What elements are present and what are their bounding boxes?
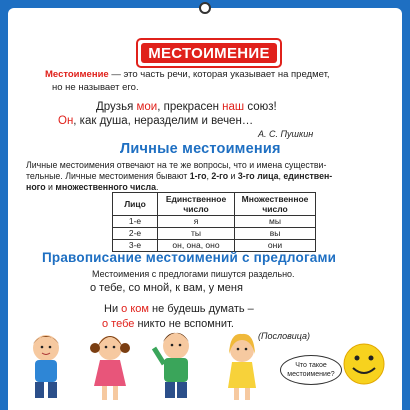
- pin-icon: [199, 2, 211, 14]
- table-cell: 2-е: [113, 228, 158, 240]
- table-cell: 3-е: [113, 240, 158, 252]
- table-cell: он, она, оно: [158, 240, 235, 252]
- text-bold: 3-го лица: [237, 171, 279, 181]
- poem-text: , прекрасен: [157, 101, 223, 113]
- text: тельные. Личные местоимения бывают: [26, 171, 190, 181]
- definition-line-1: [45, 69, 330, 81]
- girl-yellow-icon: [228, 334, 256, 400]
- section2-rule: Местоимения с предлогами пишутся раздельно.: [92, 269, 295, 279]
- text-bold: 2-го: [211, 171, 229, 181]
- definition-term: Местоимение: [45, 69, 109, 80]
- table-header-row: [113, 193, 316, 216]
- poem-text: союз!: [244, 101, 277, 113]
- question-bubble: Что такое местоимение?: [280, 355, 342, 385]
- poem-text: , как душа, неразделим и вечен…: [73, 115, 254, 127]
- page-title: МЕСТОИМЕНИЕ: [141, 43, 277, 63]
- text-bold: единствен-: [283, 171, 333, 181]
- text-bold: 1-го: [189, 171, 207, 181]
- table-cell: ты: [158, 228, 235, 240]
- text-bold: ного: [26, 182, 46, 192]
- poem-author: А. С. Пушкин: [258, 129, 314, 139]
- table-row: [113, 216, 316, 228]
- section2-examples: о тебе, со мной, к вам, у меня: [90, 282, 243, 294]
- title-badge: [136, 38, 282, 68]
- poem-pronoun: мои: [136, 101, 158, 113]
- section1-text-line-1: Личные местоимения отвечают на те же вопросы, что и имена существи-: [26, 160, 327, 170]
- proverb-line-1: [104, 302, 254, 317]
- definition-rest: — это часть речи, которая указывает на предмет,: [108, 69, 330, 80]
- text: и: [45, 182, 56, 192]
- smiley-icon: [344, 344, 384, 384]
- pronoun-highlight: о тебе: [102, 318, 135, 330]
- table-header: Множественное число: [235, 193, 316, 216]
- poem-text: Друзья: [96, 101, 137, 113]
- boy-blue-icon: [33, 335, 59, 398]
- table-cell: мы: [235, 216, 316, 228]
- text: и: [228, 171, 238, 181]
- boy-green-icon: [154, 333, 189, 398]
- table-cell: они: [235, 240, 316, 252]
- girl-pink-icon: [90, 336, 130, 400]
- section-heading-spelling: Правописание местоимений с предлогами: [42, 250, 337, 265]
- text: .: [156, 182, 159, 192]
- poem-pronoun: наш: [222, 101, 245, 113]
- children-illustration: [8, 318, 402, 408]
- poem-line-1: [96, 100, 277, 115]
- table-row: [113, 228, 316, 240]
- pronoun-table: [112, 192, 316, 252]
- section-heading-personal: Личные местоимения: [120, 141, 281, 157]
- text: ,: [278, 171, 284, 181]
- text-bold: множественного числа: [55, 182, 157, 192]
- text: не будешь думать –: [148, 303, 254, 315]
- table-header: Единственное число: [158, 193, 235, 216]
- poem-line-2: [58, 114, 253, 129]
- definition-line-2: но не называет его.: [52, 82, 139, 93]
- table-header: Лицо: [113, 193, 158, 216]
- pronoun-highlight: о ком: [121, 303, 149, 315]
- text: Ни: [104, 303, 122, 315]
- text: ,: [206, 171, 212, 181]
- table-cell: вы: [235, 228, 316, 240]
- text: никто не вспомнит.: [134, 318, 234, 330]
- table-cell: я: [158, 216, 235, 228]
- proverb-source: (Пословица): [258, 331, 311, 341]
- poem-pronoun: Он: [58, 115, 74, 127]
- table-cell: 1-е: [113, 216, 158, 228]
